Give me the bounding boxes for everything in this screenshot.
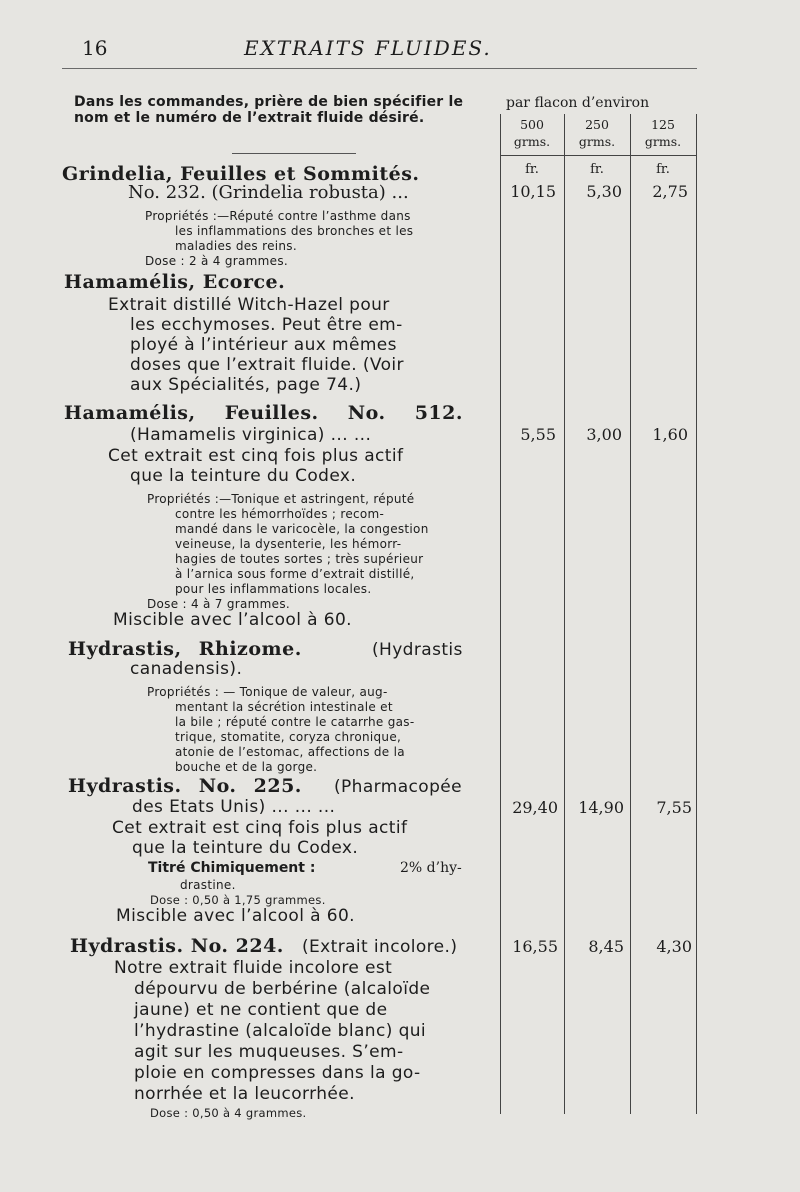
grindelia-dose: Dose : 2 à 4 grammes. — [145, 254, 288, 268]
hydrastis-225-miscible: Miscible avec l’alcool à 60. — [116, 906, 355, 926]
hydrastis-225-price-500: 29,40 — [512, 798, 558, 817]
hamamelis-feuilles-title: Hamamélis, Feuilles. No. 512. — [64, 402, 463, 424]
hydrastis-rhizome-props-3: la bile ; réputé contre le catarrhe gas- — [175, 715, 415, 729]
grindelia-price-500: 10,15 — [510, 182, 556, 201]
grindelia-number: No. 232. (Grindelia robusta) ... — [128, 182, 409, 203]
hydrastis-224-line-3: jaune) et ne contient que de — [134, 1000, 388, 1020]
column-line-2 — [564, 114, 565, 1114]
hamamelis-feuilles-props-3: mandé dans le varicocèle, la congestion — [175, 522, 429, 536]
hydrastis-224-line-2: dépourvu de berbérine (alcaloïde — [134, 979, 431, 999]
hydrastis-rhizome-latin-b: canadensis). — [130, 659, 243, 679]
grindelia-price-250: 5,30 — [586, 182, 622, 201]
col-250-currency: fr. — [590, 162, 604, 177]
col-250-unit: grms. — [578, 134, 616, 149]
hydrastis-225-line-2: que la teinture du Codex. — [132, 838, 359, 858]
grindelia-props-2: les inflammations des bronches et les — [175, 224, 414, 238]
grindelia-title: Grindelia, Feuilles et Sommités. — [62, 163, 420, 185]
grindelia-props-3: maladies des reins. — [175, 239, 297, 253]
hamamelis-feuilles-miscible: Miscible avec l’alcool à 60. — [113, 610, 352, 630]
hydrastis-225-pharm-b: des Etats Unis) ... ... ... — [132, 797, 336, 817]
hydrastis-224-line-7: norrhée et la leucorrhée. — [134, 1084, 355, 1104]
column-line-4 — [696, 114, 697, 1114]
hydrastis-224-line-1: Notre extrait fluide incolore est — [114, 958, 393, 978]
hamamelis-feuilles-price-125: 1,60 — [652, 425, 688, 444]
col-125-currency: fr. — [656, 162, 670, 177]
hydrastis-225-titre-label: Titré Chimiquement : — [148, 860, 316, 876]
hamamelis-feuilles-latin: (Hamamelis virginica) ... ... — [130, 425, 372, 445]
hamamelis-ecorce-line-5: aux Spécialités, page 74.) — [130, 375, 362, 395]
col-500-currency: fr. — [525, 162, 539, 177]
header-divider — [62, 68, 697, 69]
hydrastis-225-titre-cont: drastine. — [180, 878, 236, 892]
hydrastis-rhizome-props-2: mentant la sécrétion intestinale et — [175, 700, 393, 714]
hydrastis-224-line-5: agit sur les muqueuses. S’em- — [134, 1042, 404, 1062]
hydrastis-224-line-4: l’hydrastine (alcaloïde blanc) qui — [134, 1021, 427, 1041]
hydrastis-225-dose: Dose : 0,50 à 1,75 grammes. — [150, 893, 326, 907]
hydrastis-rhizome-props-6: bouche et de la gorge. — [175, 760, 318, 774]
hamamelis-feuilles-props-1: Propriétés :—Tonique et astringent, réputé — [147, 492, 415, 506]
order-notice: Dans les commandes, prière de bien spécifier le nom et le numéro de l’extrait fluide désiré. — [74, 94, 464, 126]
hamamelis-ecorce-line-2: les ecchymoses. Peut être em- — [130, 315, 403, 335]
col-125-unit: grms. — [644, 134, 682, 149]
hamamelis-feuilles-props-5: hagies de toutes sortes ; très supérieur — [175, 552, 424, 566]
hamamelis-feuilles-props-4: veineuse, la dysenterie, les hémorr- — [175, 537, 402, 551]
hamamelis-ecorce-line-4: doses que l’extrait fluide. (Voir — [130, 355, 404, 375]
hydrastis-225-price-125: 7,55 — [656, 798, 692, 817]
hydrastis-224-title: Hydrastis. No. 224. — [70, 935, 284, 957]
hydrastis-224-price-250: 8,45 — [588, 937, 624, 956]
hydrastis-rhizome-latin-a: (Hydrastis — [372, 640, 463, 660]
grindelia-props-1: Propriétés :—Réputé contre l’asthme dans — [145, 209, 411, 223]
hydrastis-225-titre-value: 2% d’hy- — [400, 860, 462, 876]
hydrastis-224-dose: Dose : 0,50 à 4 grammes. — [150, 1106, 307, 1120]
hydrastis-224-line-6: ploie en compresses dans la go- — [134, 1063, 421, 1083]
notice-divider — [232, 153, 356, 154]
hamamelis-ecorce-line-3: ployé à l’intérieur aux mêmes — [130, 335, 397, 355]
column-header-divider — [500, 155, 696, 156]
hamamelis-feuilles-price-250: 3,00 — [586, 425, 622, 444]
col-500-unit: grms. — [513, 134, 551, 149]
hydrastis-225-line-1: Cet extrait est cinq fois plus actif — [112, 818, 408, 838]
hydrastis-225-title: Hydrastis. No. 225. — [68, 775, 302, 797]
hamamelis-ecorce-title: Hamamélis, Ecorce. — [64, 271, 286, 293]
hydrastis-224-price-500: 16,55 — [512, 937, 558, 956]
hamamelis-feuilles-props-7: pour les inflammations locales. — [175, 582, 372, 596]
hamamelis-feuilles-props-2: contre les hémorrhoïdes ; recom- — [175, 507, 385, 521]
col-250-qty: 250 — [585, 117, 609, 132]
hamamelis-feuilles-line-2: que la teinture du Codex. — [130, 466, 357, 486]
col-125-qty: 125 — [651, 117, 675, 132]
hydrastis-rhizome-props-1: Propriétés : — Tonique de valeur, aug- — [147, 685, 388, 699]
hydrastis-224-subtitle: (Extrait incolore.) — [302, 937, 458, 957]
hamamelis-ecorce-line-1: Extrait distillé Witch-Hazel pour — [108, 295, 390, 315]
col-500-qty: 500 — [520, 117, 544, 132]
column-line-3 — [630, 114, 631, 1114]
price-columns-heading: par flacon d’environ — [506, 95, 650, 111]
grindelia-price-125: 2,75 — [652, 182, 688, 201]
page-number: 16 — [82, 36, 108, 60]
hydrastis-rhizome-props-4: trique, stomatite, coryza chronique, — [175, 730, 402, 744]
column-line-1 — [500, 114, 501, 1114]
hamamelis-feuilles-props-6: à l’arnica sous forme d’extrait distillé, — [175, 567, 415, 581]
page-title: EXTRAITS FLUIDES. — [244, 36, 492, 60]
hydrastis-rhizome-title: Hydrastis, Rhizome. — [68, 638, 302, 660]
hydrastis-224-price-125: 4,30 — [656, 937, 692, 956]
hydrastis-225-pharm-a: (Pharmacopée — [334, 777, 463, 797]
hamamelis-feuilles-dose: Dose : 4 à 7 grammes. — [147, 597, 290, 611]
hamamelis-feuilles-price-500: 5,55 — [520, 425, 556, 444]
hydrastis-225-price-250: 14,90 — [578, 798, 624, 817]
hamamelis-feuilles-line-1: Cet extrait est cinq fois plus actif — [108, 446, 404, 466]
hydrastis-rhizome-props-5: atonie de l’estomac, affections de la — [175, 745, 405, 759]
